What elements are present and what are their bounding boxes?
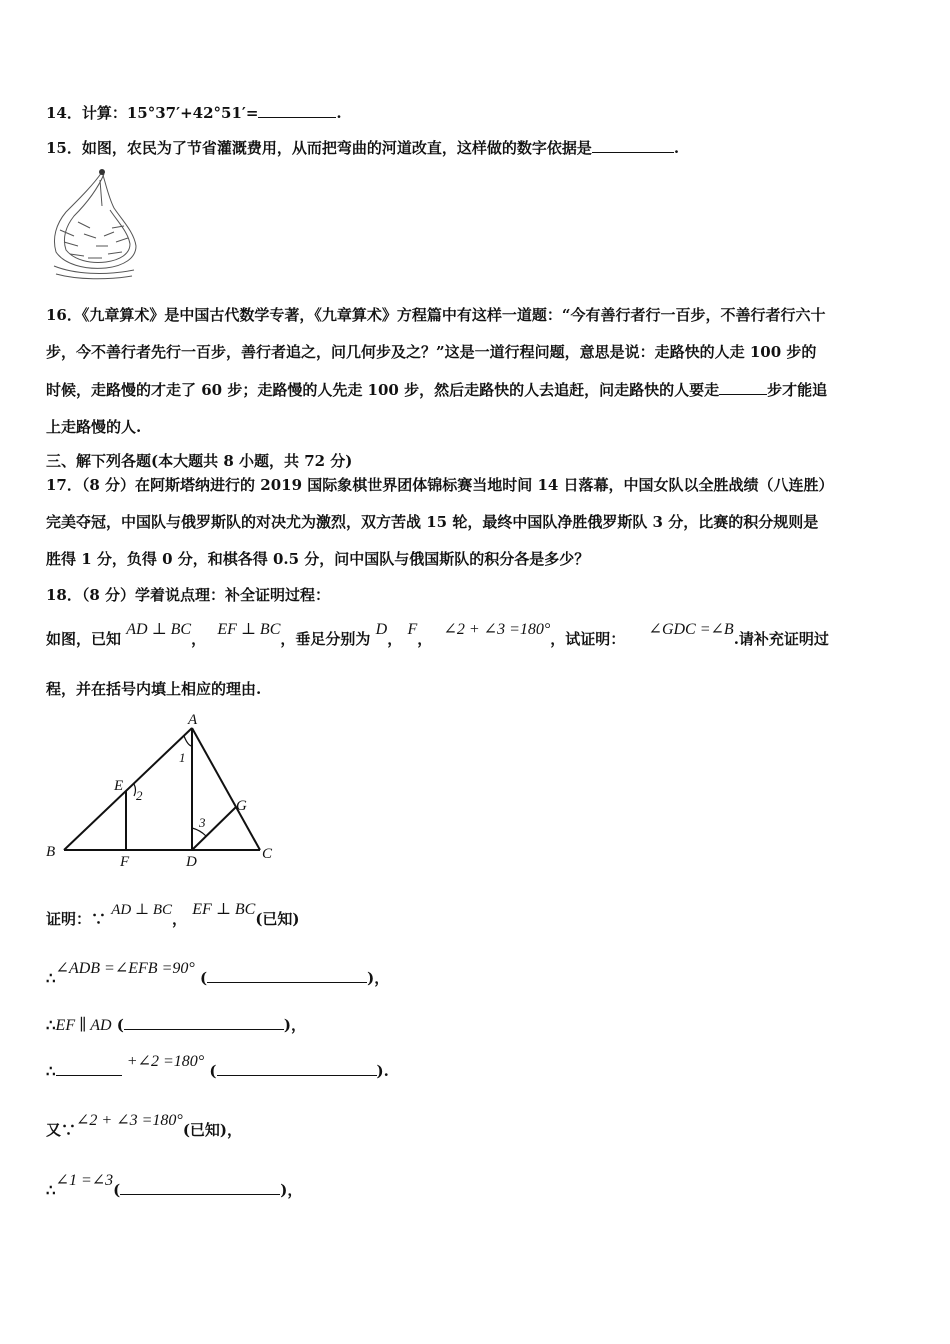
q18-ad-perp-bc: AD ⊥ BC — [126, 621, 192, 638]
proof-6-open: ( — [113, 1181, 121, 1199]
proof-3-reason-blank[interactable] — [124, 1015, 284, 1030]
proof-6-reason-blank[interactable] — [120, 1180, 280, 1195]
label-a: A — [188, 712, 198, 728]
proof-3-prefix: ∴ — [46, 1016, 56, 1034]
q18-comma-2: ， — [387, 630, 403, 648]
label-g: G — [236, 798, 247, 814]
q14-expression: 15°37′+42°51′= — [126, 104, 259, 122]
proof-2-math: ∠ADB =∠EFB =90° — [55, 960, 195, 977]
q18-given-prefix: 如图，已知 — [46, 630, 122, 648]
proof-5-math: ∠2 + ∠3 =180° — [76, 1112, 183, 1129]
q16-answer-blank[interactable] — [719, 380, 767, 395]
proof-6-prefix: ∴ — [46, 1181, 56, 1199]
q15-answer-blank[interactable] — [592, 138, 674, 153]
label-angle-3: 3 — [199, 815, 206, 830]
q16-line-4: 上走路慢的人. — [46, 418, 142, 436]
proof-3-close: )， — [283, 1016, 306, 1034]
proof-5-prefix: 又∵ — [46, 1121, 77, 1139]
angle-1-arc — [184, 736, 192, 746]
river-sketch-image — [44, 166, 144, 282]
q18-comma-3: ， — [417, 630, 433, 648]
proof-6-close: )， — [280, 1181, 303, 1199]
q18-ef-perp-bc: EF ⊥ BC — [217, 621, 281, 638]
proof-1-comma: ， — [172, 910, 188, 928]
sluice-gate-icon — [99, 169, 105, 175]
proof-2-open: ( — [200, 969, 208, 987]
q18-line-1: 18．（8 分）学着说点理：补全证明过程： — [46, 586, 331, 604]
label-d: D — [186, 854, 197, 868]
segment-ab — [64, 728, 192, 850]
proof-4-open: ( — [209, 1062, 217, 1080]
proof-5-reason: (已知)， — [182, 1121, 243, 1139]
question-14 — [46, 103, 342, 123]
q17-line-3: 胜得 1 分，负得 0 分，和棋各得 0.5 分，问中国队与俄国斯队的积分各是多少？ — [46, 550, 590, 568]
q18-given-line — [46, 621, 829, 650]
proof-2-prefix: ∴ — [46, 969, 56, 987]
proof-3-math: EF ∥ AD — [55, 1017, 112, 1034]
proof-2-close: )， — [367, 969, 390, 987]
q15-text: 15．如图，农民为了节省灌溉费用，从而把弯曲的河道改直，这样做的数字依据是 — [46, 139, 592, 157]
q18-prove-text: ，试证明： — [550, 630, 626, 648]
proof-4-angle-blank[interactable] — [56, 1061, 122, 1076]
proof-2-reason-blank[interactable] — [207, 968, 367, 983]
proof-4-math: +∠2 =180° — [126, 1053, 205, 1070]
proof-line-3 — [46, 1015, 306, 1036]
segment-ac — [192, 728, 260, 850]
label-c: C — [262, 846, 273, 862]
label-angle-1: 1 — [179, 750, 186, 765]
q15-suffix: . — [673, 139, 680, 157]
proof-6-math: ∠1 =∠3 — [55, 1172, 114, 1189]
proof-1-ad-perp-bc: AD ⊥ BC — [111, 902, 173, 918]
q18-point-f: F — [407, 621, 418, 638]
q16-line-3-end: 步才能追 — [767, 381, 828, 399]
q14-prefix: 14．计算： — [46, 104, 127, 122]
q14-suffix: . — [336, 104, 342, 122]
proof-line-5 — [46, 1112, 243, 1141]
triangle-figure — [40, 712, 280, 868]
proof-1-ef-perp-bc: EF ⊥ BC — [192, 901, 256, 918]
proof-4-reason-blank[interactable] — [217, 1061, 377, 1076]
q18-angle-sum: ∠2 + ∠3 =180° — [443, 621, 551, 638]
proof-line-4 — [46, 1053, 389, 1082]
question-15 — [46, 138, 679, 158]
q18-goal-suffix: .请补充证明过 — [733, 630, 829, 648]
proof-1-reason: (已知) — [255, 910, 300, 928]
q16-line-2: 步，今不善行者先行一百步，善行者追之，问几何步及之？”这是一道行程问题，意思是说：走路快的人走 100 步的 — [46, 343, 817, 361]
proof-line-6 — [46, 1172, 303, 1201]
proof-4-close: ). — [376, 1062, 389, 1080]
q17-line-1: 17．（8 分）在阿斯塔纳进行的 2019 国际象棋世界团体锦标赛当地时间 14 日落幕，中国女队以全胜战绩（八连胜） — [46, 476, 834, 494]
q14-answer-blank[interactable] — [258, 103, 336, 118]
q16-line-3 — [46, 380, 827, 400]
q18-line-3: 程，并在括号内填上相应的理由. — [46, 680, 262, 698]
q18-feet-text: ，垂足分别为 — [280, 630, 371, 648]
q17-line-2: 完美夺冠，中国队与俄罗斯队的对决尤为激烈，双方苦战 15 轮，最终中国队净胜俄罗斯队 3 分，比赛的积分规则是 — [46, 513, 819, 531]
proof-line-2 — [46, 960, 390, 989]
q16-line-1: 16．《九章算术》是中国古代数学专著，《九章算术》方程篇中有这样一道题：“今有善行者行一百步，不善行者行六十 — [46, 306, 826, 324]
q18-goal: ∠GDC =∠B — [648, 621, 734, 638]
proof-3-open: ( — [111, 1016, 124, 1034]
label-angle-2: 2 — [136, 788, 143, 803]
proof-1-prefix: 证明：∵ — [46, 910, 107, 928]
label-b: B — [46, 844, 56, 860]
section-3-heading: 三、解下列各题(本大题共 8 小题，共 72 分) — [46, 452, 353, 470]
label-e: E — [114, 778, 124, 794]
proof-line-1 — [46, 901, 300, 930]
label-f: F — [120, 854, 130, 868]
proof-4-prefix: ∴ — [46, 1062, 56, 1080]
q18-point-d: D — [375, 621, 388, 638]
q18-comma-1: ， — [191, 630, 207, 648]
q16-line-3-text: 时候，走路慢的才走了 60 步；走路慢的人先走 100 步，然后走路快的人去追赶，问走路快的人要走 — [46, 381, 720, 399]
